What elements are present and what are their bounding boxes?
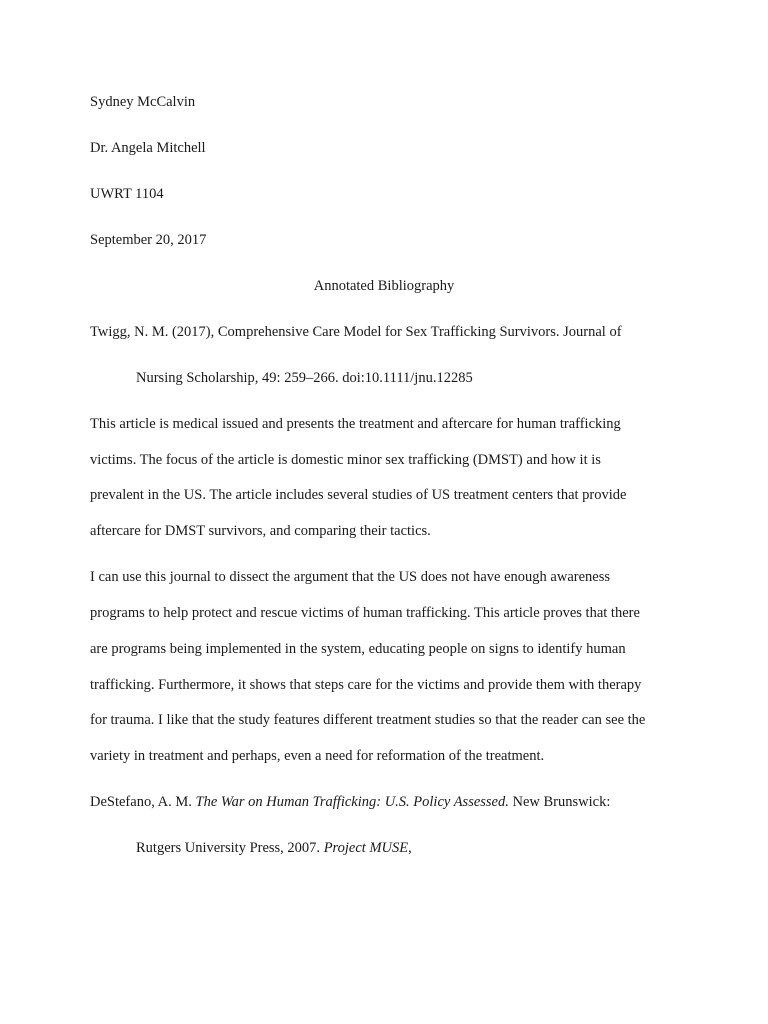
analysis-1-line-5: for trauma. I like that the study features different treatment studies so that the reader can see the xyxy=(90,712,646,728)
citation-2-database: Project MUSE xyxy=(323,840,409,856)
citation-2-line-2 xyxy=(136,839,412,857)
summary-1-line-3: prevalent in the US. The article includes several studies of US treatment centers that provide xyxy=(90,487,627,503)
document-title: Annotated Bibliography xyxy=(313,278,455,294)
course-code: UWRT 1104 xyxy=(90,186,164,202)
summary-1-line-4: aftercare for DMST survivors, and comparing their tactics. xyxy=(90,523,431,539)
analysis-1-line-1: I can use this journal to dissect the argument that the US does not have enough awareness xyxy=(90,569,610,585)
instructor-name: Dr. Angela Mitchell xyxy=(90,140,206,156)
citation-1-line-1: Twigg, N. M. (2017), Comprehensive Care Model for Sex Trafficking Survivors. Journal of xyxy=(90,324,622,340)
analysis-1-line-4: trafficking. Furthermore, it shows that steps care for the victims and provide them with therapy xyxy=(90,677,642,693)
citation-2-place: New Brunswick: xyxy=(508,794,611,810)
summary-1-line-2: victims. The focus of the article is domestic minor sex trafficking (DMST) and how it is xyxy=(90,452,601,468)
citation-2-publisher: Rutgers University Press, 2007. xyxy=(136,840,324,856)
citation-2-book-title: The War on Human Trafficking: U.S. Policy Assessed. xyxy=(195,794,509,810)
citation-2-trailing: , xyxy=(408,840,412,856)
analysis-1-line-2: programs to help protect and rescue victims of human trafficking. This article proves that there xyxy=(90,605,640,621)
citation-2-author: DeStefano, A. M. xyxy=(90,794,196,810)
analysis-1-line-3: are programs being implemented in the system, educating people on signs to identify human xyxy=(90,641,626,657)
document-date: September 20, 2017 xyxy=(90,232,207,248)
citation-1-line-2: Nursing Scholarship, 49: 259–266. doi:10.1111/jnu.12285 xyxy=(136,370,473,386)
summary-1-line-1: This article is medical issued and presents the treatment and aftercare for human trafficking xyxy=(90,416,621,432)
citation-2-line-1 xyxy=(90,793,610,811)
analysis-1-line-6: variety in treatment and perhaps, even a need for reformation of the treatment. xyxy=(90,748,545,764)
author-name: Sydney McCalvin xyxy=(90,94,196,110)
